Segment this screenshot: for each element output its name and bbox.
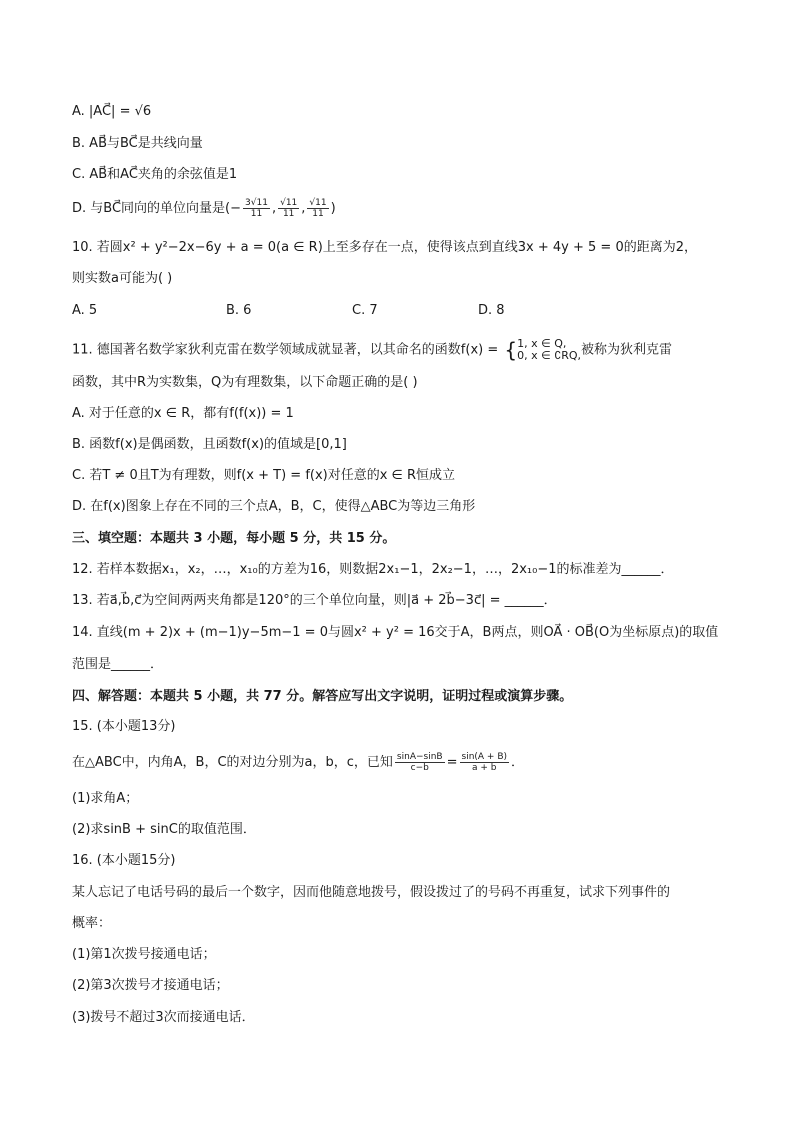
q11-stem-line1: [72, 336, 672, 364]
q11-option-b-text: B. 函数f(x)是偶函数，且函数f(x)的值域是[0,1]: [72, 437, 347, 452]
q10-stem-line1: [72, 239, 697, 257]
q11-brace: {: [504, 338, 518, 362]
q16-part-2: [72, 977, 229, 995]
q9-d-fraction-3: [307, 198, 328, 219]
q9-option-d: D. 与BC⃗同向的单位向量是(− $\frac{3√11}{11}$ , $\frac{√11}{11}$ , $\frac{√11}{11}$ ): [72, 198, 336, 219]
q15-stem-prefix: 在△ABC中，内角A，B，C的对边分别为a，b，c，已知: [72, 755, 393, 770]
q16-part-3-text: (3)拨号不超过3次而接通电话．: [72, 1010, 255, 1025]
q15-part-2-text: (2)求sinB + sinC的取值范围．: [72, 822, 256, 837]
q9-d-f1-num: 3√11: [245, 198, 268, 208]
q9-option-a-text: A. |AC⃗| = √6: [72, 104, 152, 119]
q15-f2-den: a + b: [472, 763, 497, 773]
q9-option-d-suffix: ): [330, 201, 336, 216]
q11-option-d: [72, 498, 475, 516]
section-3-heading: [72, 530, 395, 548]
q16-part-3: [72, 1009, 255, 1027]
q11-case-1: 1, x ∈ Q,: [517, 337, 567, 350]
q10-option-d: D. 8: [478, 303, 505, 318]
q11-stem-line2: [72, 374, 418, 392]
q12-text: 12. 若样本数据x₁，x₂，…，x₁₀的方差为16，则数据2x₁−1，2x₂−1，…，2x₁₀−1的标准差为______．: [72, 562, 674, 577]
q14-line1: [72, 624, 718, 642]
q16-stem-line1-text: 某人忘记了电话号码的最后一个数字，因而他随意地拨号，假设拨过了的号码不再重复，试求下列事件的: [72, 885, 671, 900]
q9-option-b: [72, 135, 203, 153]
q10-option-c: C. 7: [352, 303, 378, 318]
q16-stem-line2-text: 概率：: [72, 916, 112, 931]
q11-option-a-text: A. 对于任意的x ∈ R，都有f(f(x)) = 1: [72, 406, 294, 421]
q11-option-a: [72, 405, 294, 423]
q9-d-f2-num: √11: [280, 198, 298, 208]
q9-d-fraction-1: [243, 198, 270, 219]
q15-stem-suffix: ．: [511, 755, 525, 770]
q10-option-b: B. 6: [226, 303, 252, 318]
q14-line2: [72, 656, 163, 674]
q9-d-f2-den: 11: [282, 209, 295, 219]
q15-equals: =: [446, 755, 458, 770]
q14-line1-text: 14. 直线(m + 2)x + (m−1)y−5m−1 = 0与圆x² + y² = 16交于A，B两点，则OA⃗ · OB⃗(O为坐标原点)的取值: [72, 625, 719, 640]
q16-header: [72, 852, 176, 870]
q13: [72, 592, 557, 610]
q16-part-1: [72, 946, 216, 964]
q15-f2-num: sin(A + B): [461, 752, 508, 762]
q15-f1-den: c−b: [410, 763, 429, 773]
section-4-heading: [72, 688, 572, 706]
q10-stem-line2-text: 则实数a可能为( ): [72, 271, 173, 286]
q9-option-b-text: B. AB⃗与BC⃗是共线向量: [72, 136, 203, 151]
q11-cases: [517, 338, 581, 362]
q11-option-c: [72, 467, 455, 485]
q9-d-f3-den: 11: [312, 209, 324, 219]
q16-stem-line2: [72, 915, 111, 933]
q11-stem-line2-text: 函数，其中R为实数集，Q为有理数集，以下命题正确的是( ): [72, 375, 418, 390]
q12: [72, 561, 674, 579]
q11-option-d-text: D. 在f(x)图象上存在不同的三个点A，B，C，使得△ABC为等边三角形: [72, 499, 476, 514]
q11-case-2: 0, x ∈ ∁RQ,: [517, 349, 581, 362]
section-3-heading-text: 三、填空题：本题共 3 小题，每小题 5 分，共 15 分。: [72, 531, 396, 546]
q16-part-1-text: (1)第1次拨号接通电话；: [72, 947, 216, 962]
q10-option-a: A. 5: [72, 303, 98, 318]
q15-f1-num: sinA−sinB: [396, 752, 443, 762]
q10-stem-line1-text: 10. 若圆x² + y²−2x−6y + a = 0(a ∈ R)上至多存在一点，使得该点到直线3x + 4y + 5 = 0的距离为2，: [72, 240, 697, 255]
q16-stem-line1: [72, 884, 670, 902]
q14-line2-text: 范围是______．: [72, 657, 164, 672]
q11-option-c-text: C. 若T ≠ 0且T为有理数，则f(x + T) = f(x)对任意的x ∈ R恒成立: [72, 468, 456, 483]
q16-part-2-text: (2)第3次拨号才接通电话；: [72, 978, 229, 993]
q15-part-1-text: (1)求角A；: [72, 791, 139, 806]
q15-header-text: 15. (本小题13分): [72, 719, 176, 734]
q13-text: 13. 若a⃗,b⃗,c⃗为空间两两夹角都是120°的三个单位向量，则|a⃗ + 2b⃗−3c⃗| = ______．: [72, 593, 557, 608]
q9-option-d-prefix: D. 与BC⃗同向的单位向量是(−: [72, 201, 242, 216]
q9-d-f3-num: √11: [309, 198, 327, 208]
q15-fraction-left: [395, 752, 445, 773]
q9-d-f1-den: 11: [250, 209, 263, 219]
q9-option-c-text: C. AB⃗和AC⃗夹角的余弦值是1: [72, 167, 238, 182]
q11-stem-prefix: 11. 德国著名数学家狄利克雷在数学领域成就显著，以其命名的函数f(x) =: [72, 342, 499, 358]
q11-option-b: [72, 436, 347, 454]
q15-part-1: [72, 790, 138, 808]
section-4-heading-text: 四、解答题：本题共 5 小题，共 77 分。解答应写出文字说明，证明过程或演算步骤。: [72, 689, 573, 704]
q15-part-2: [72, 821, 256, 839]
q15-stem: [72, 752, 524, 773]
q15-header: [72, 718, 176, 736]
q9-d-fraction-2: [278, 198, 299, 219]
q10-stem-line2: [72, 270, 172, 288]
q15-fraction-right: [460, 752, 510, 773]
q9-option-a: [72, 103, 151, 121]
q11-stem-suffix: 被称为狄利克雷: [581, 342, 673, 358]
q16-header-text: 16. (本小题15分): [72, 853, 176, 868]
q9-option-c: [72, 166, 237, 184]
